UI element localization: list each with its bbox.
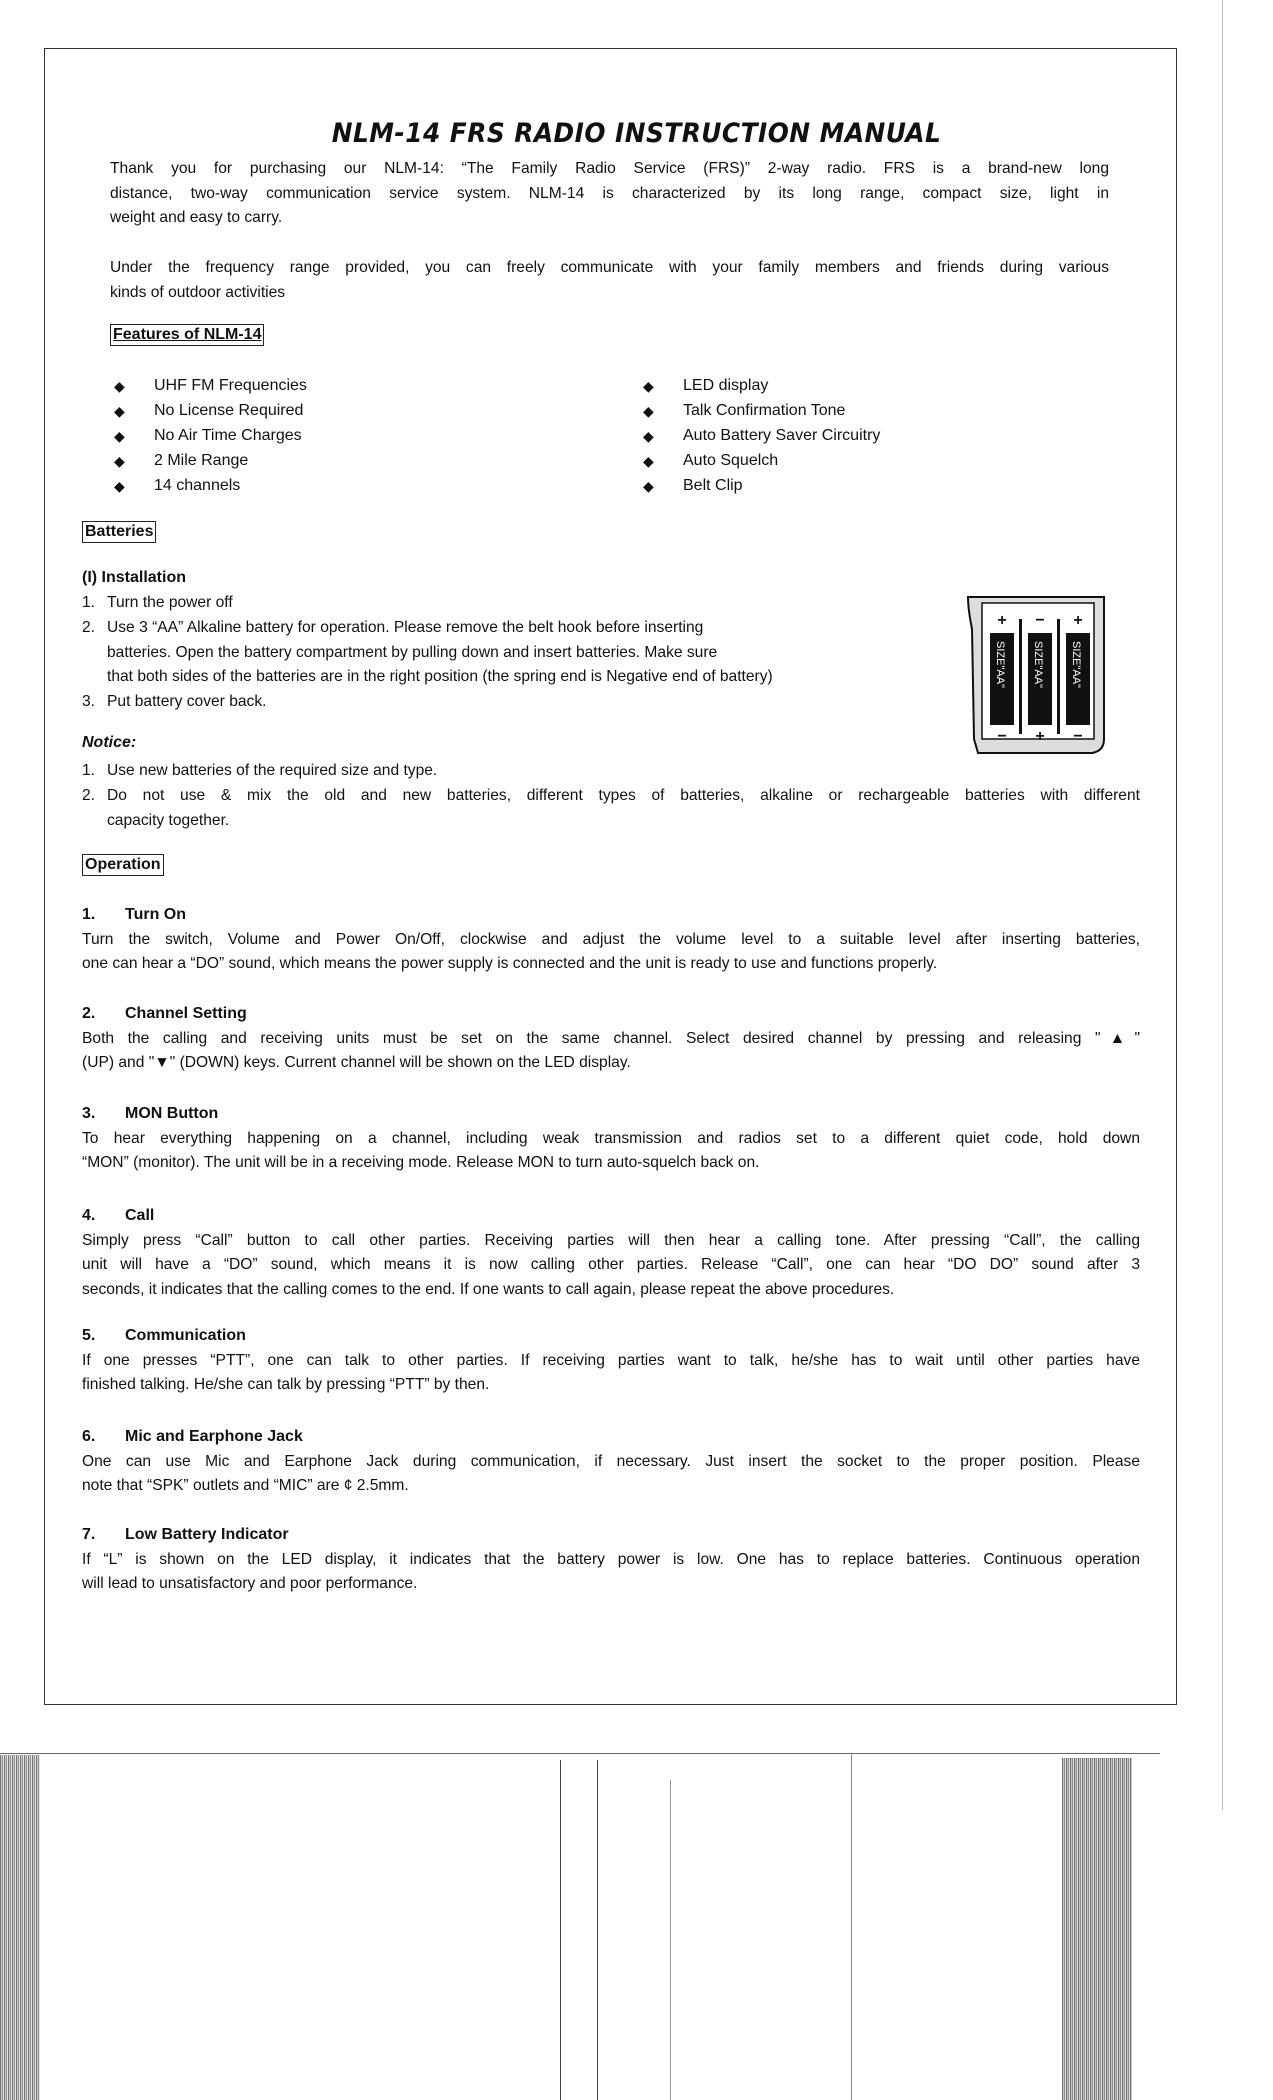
text-line: To hear everything happening on a channel, including weak transmission and radios set to a different quiet code, hold down xyxy=(82,1129,1140,1147)
text-line: unit will have a “DO” sound, which means it is now calling other parties. Release “Call”, one can hear “DO DO” sound after 3 xyxy=(82,1256,1140,1274)
item-text xyxy=(107,616,1002,690)
feature-label: 14 channels xyxy=(154,476,241,494)
scan-edge-line xyxy=(0,1753,1160,1754)
section-body xyxy=(82,928,1140,977)
text-line: If one presses “PTT”, one can talk to other parties. If receiving parties want to talk, he/she has to wait until other parties have xyxy=(82,1351,1140,1369)
page-title: NLM-14 FRS RADIO INSTRUCTION MANUAL xyxy=(331,118,942,149)
text-line: kinds of outdoor activities xyxy=(110,283,286,301)
battery-compartment-illustration xyxy=(964,589,1112,759)
notice-heading: Notice: xyxy=(82,734,137,751)
svg-text:−: − xyxy=(1073,728,1083,745)
features-list-right xyxy=(643,374,1123,499)
scan-shadow-left xyxy=(0,1755,40,2100)
text-line: Turn the power off xyxy=(107,594,233,611)
text-line: batteries. Open the battery compartment by pulling down and insert batteries. Make sure xyxy=(107,643,718,661)
feature-label: Auto Squelch xyxy=(683,451,779,469)
section-title: Mic and Earphone Jack xyxy=(125,1428,303,1445)
section-title: Low Battery Indicator xyxy=(125,1526,289,1543)
feature-label: No Air Time Charges xyxy=(154,426,302,444)
feature-label: LED display xyxy=(683,377,769,394)
text-line: One can use Mic and Earphone Jack during communication, if necessary. Just insert the socket to the proper position. Please xyxy=(82,1452,1140,1470)
scan-line xyxy=(1222,0,1223,1810)
diamond-bullet-icon: ◆ xyxy=(114,378,125,394)
text-line: one can hear a “DO” sound, which means the power supply is connected and the unit is ready to use and functions properly. xyxy=(82,955,938,973)
operation-section xyxy=(82,1102,1140,1176)
operation-section xyxy=(82,903,1140,977)
scan-line xyxy=(597,1760,598,2100)
text-line: Thank you for purchasing our NLM-14: “The Family Radio Service (FRS)” 2-way radio. FRS is a brand-new long xyxy=(110,160,1109,177)
section-title: Turn On xyxy=(125,906,187,923)
installation-steps xyxy=(82,591,1002,715)
feature-label: Auto Battery Saver Circuitry xyxy=(683,426,881,444)
operation-section xyxy=(82,1324,1140,1398)
diamond-bullet-icon: ◆ xyxy=(643,427,654,444)
section-title: MON Button xyxy=(125,1105,219,1122)
diamond-bullet-icon: ◆ xyxy=(114,427,125,444)
features-heading: Features of NLM-14 xyxy=(110,324,264,346)
text-line: finished talking. He/she can talk by pressing “PTT” by then. xyxy=(82,1376,490,1394)
text-line: that both sides of the batteries are in the right position (the spring end is Negative end of battery) xyxy=(107,668,773,686)
operation-section xyxy=(82,1523,1140,1597)
section-number: 6. xyxy=(82,1428,96,1445)
section-heading xyxy=(82,1002,1140,1027)
scan-line xyxy=(560,1760,561,2100)
text-line: “MON” (monitor). The unit will be in a receiving mode. Release MON to turn auto-squelch back on. xyxy=(82,1154,760,1172)
text-line: will lead to unsatisfactory and poor performance. xyxy=(82,1575,418,1593)
scan-line xyxy=(851,1753,852,2100)
item-text xyxy=(107,690,1002,715)
item-number: 3. xyxy=(82,693,96,711)
section-heading xyxy=(82,1324,1140,1349)
text-line: (UP) and "▼" (DOWN) keys. Current channel will be shown on the LED display. xyxy=(82,1054,631,1072)
text-line: weight and easy to carry. xyxy=(110,209,283,227)
text-line: capacity together. xyxy=(107,811,230,829)
text-line: If “L” is shown on the LED display, it indicates that the battery power is low. One has to replace batteries. Continuous operation xyxy=(82,1550,1140,1568)
section-body xyxy=(82,1349,1140,1398)
svg-text:+: + xyxy=(1035,728,1045,745)
scan-line xyxy=(670,1780,671,2100)
section-number: 7. xyxy=(82,1526,96,1543)
section-body xyxy=(82,1229,1140,1303)
features-list-left xyxy=(114,374,594,499)
text-line: distance, two-way communication service system. NLM-14 is characterized by its long range, compact size, light in xyxy=(110,184,1109,202)
operation-section xyxy=(82,1204,1140,1303)
feature-item xyxy=(643,449,1123,474)
feature-item xyxy=(114,399,594,424)
diamond-bullet-icon: ◆ xyxy=(114,477,125,494)
installation-heading: (I) Installation xyxy=(82,569,186,586)
text-line: Use 3 “AA” Alkaline battery for operation. Please remove the belt hook before inserting xyxy=(107,618,704,636)
numbered-item xyxy=(82,759,1140,784)
text-line: Under the frequency range provided, you can freely communicate with your family members and friends during various xyxy=(110,259,1109,276)
item-number: 1. xyxy=(82,594,96,611)
feature-item xyxy=(114,424,594,449)
batteries-heading: Batteries xyxy=(82,521,156,543)
battery-label: SIZE"AA" xyxy=(994,641,1006,688)
diamond-bullet-icon: ◆ xyxy=(643,402,654,419)
intro-paragraph-1 xyxy=(110,157,1109,231)
feature-item xyxy=(643,399,1123,424)
section-number: 5. xyxy=(82,1327,96,1344)
battery-label: SIZE"AA" xyxy=(1070,641,1082,688)
diamond-bullet-icon: ◆ xyxy=(643,477,654,494)
section-heading xyxy=(82,1425,1140,1450)
operation-heading: Operation xyxy=(82,854,164,876)
section-body xyxy=(82,1027,1140,1076)
section-title: Communication xyxy=(125,1327,246,1344)
text-line: seconds, it indicates that the calling comes to the end. If one wants to call again, please repeat the above procedures. xyxy=(82,1281,895,1299)
text-line: Turn the switch, Volume and Power On/Off, clockwise and adjust the volume level to a suitable level after inserting batteries, xyxy=(82,930,1140,948)
numbered-item xyxy=(82,616,1002,690)
diamond-bullet-icon: ◆ xyxy=(114,402,125,419)
section-number: 3. xyxy=(82,1105,96,1122)
feature-item xyxy=(114,449,594,474)
section-title: Channel Setting xyxy=(125,1005,247,1022)
feature-label: No License Required xyxy=(154,401,304,419)
operation-section xyxy=(82,1425,1140,1499)
section-body xyxy=(82,1548,1140,1597)
item-text xyxy=(107,784,1140,833)
item-number: 2. xyxy=(82,786,96,804)
operation-section xyxy=(82,1002,1140,1076)
section-title: Call xyxy=(125,1207,155,1224)
section-number: 4. xyxy=(82,1207,96,1224)
svg-text:−: − xyxy=(1035,612,1045,629)
svg-text:−: − xyxy=(997,728,1007,745)
section-heading xyxy=(82,1204,1140,1229)
feature-item xyxy=(643,424,1123,449)
feature-label: Belt Clip xyxy=(683,476,743,494)
section-heading xyxy=(82,903,1140,928)
numbered-item xyxy=(82,591,1002,616)
feature-item xyxy=(114,374,594,399)
section-body xyxy=(82,1450,1140,1499)
item-number: 1. xyxy=(82,762,96,779)
section-heading xyxy=(82,1523,1140,1548)
text-line: Both the calling and receiving units must be set on the same channel. Select desired channel by pressing and releasing "▲" xyxy=(82,1029,1140,1047)
text-line: note that “SPK” outlets and “MIC” are ¢ 2.5mm. xyxy=(82,1477,409,1495)
section-heading xyxy=(82,1102,1140,1127)
text-line: Do not use & mix the old and new batteries, different types of batteries, alkaline or rechargeable batteries with different xyxy=(107,786,1140,804)
svg-text:+: + xyxy=(997,612,1007,629)
diamond-bullet-icon: ◆ xyxy=(114,452,125,469)
text-line: Put battery cover back. xyxy=(107,693,267,711)
feature-item xyxy=(643,374,1123,399)
diamond-bullet-icon: ◆ xyxy=(643,378,654,394)
svg-text:+: + xyxy=(1073,612,1083,629)
feature-item xyxy=(114,474,594,499)
intro-paragraph-2 xyxy=(110,256,1109,305)
numbered-item xyxy=(82,690,1002,715)
item-number: 2. xyxy=(82,618,96,636)
section-number: 1. xyxy=(82,906,96,923)
item-text xyxy=(107,591,1002,616)
diamond-bullet-icon: ◆ xyxy=(643,452,654,469)
text-line: Simply press “Call” button to call other parties. Receiving parties will then hear a calling tone. After pressing “Call”, the calling xyxy=(82,1231,1140,1249)
feature-label: 2 Mile Range xyxy=(154,451,249,469)
feature-label: UHF FM Frequencies xyxy=(154,377,307,394)
section-number: 2. xyxy=(82,1005,96,1022)
feature-item xyxy=(643,474,1123,499)
text-line: Use new batteries of the required size and type. xyxy=(107,762,438,779)
item-text xyxy=(107,759,1140,784)
scan-shadow-right xyxy=(1062,1758,1132,2100)
numbered-item xyxy=(82,784,1140,833)
notice-list xyxy=(82,759,1140,833)
battery-label: SIZE"AA" xyxy=(1032,641,1044,688)
section-body xyxy=(82,1127,1140,1176)
feature-label: Talk Confirmation Tone xyxy=(683,401,846,419)
